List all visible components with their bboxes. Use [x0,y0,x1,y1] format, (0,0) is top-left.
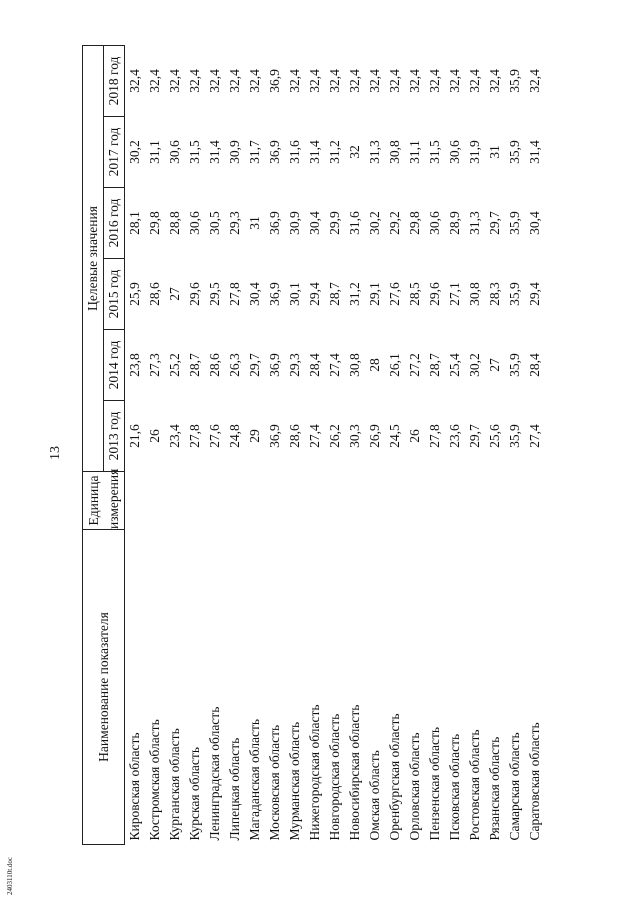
value-cell: 32,4 [187,69,202,93]
page-number: 13 [48,446,63,460]
region-name: Оренбургская область [387,713,402,841]
region-name: Новгородская область [327,713,342,841]
value-cell: 30,2 [367,211,382,235]
value-cell: 27,2 [407,353,422,377]
value-cell: 29,8 [407,211,422,235]
value-cell: 28,7 [427,353,442,377]
header-unit [83,468,125,530]
value-cell: 32,4 [347,69,362,93]
value-cell: 32,4 [367,69,382,93]
value-cell: 26 [407,429,422,443]
value-cell: 31,5 [427,140,442,164]
value-cell: 27,4 [307,424,322,448]
value-cell: 31,1 [147,140,162,164]
table-row [265,45,285,844]
value-cell: 30,2 [127,140,142,164]
value-cell: 31,9 [467,140,482,164]
value-cell: 27,1 [447,282,462,306]
table-row [225,45,245,844]
value-cell: 28,1 [127,211,142,235]
value-cell: 27,8 [187,424,202,448]
unit-cell [225,472,245,530]
table-row [125,45,146,844]
value-cell: 32,4 [527,69,542,93]
value-cell: 32,4 [227,69,242,93]
value-cell: 31,6 [347,211,362,235]
value-cell: 32,4 [447,69,462,93]
value-cell: 35,9 [507,140,522,164]
value-cell: 27,6 [387,282,402,306]
value-cell: 32,4 [387,69,402,93]
value-cell: 26,3 [227,353,242,377]
value-cell: 31,2 [347,282,362,306]
value-cell: 23,4 [167,424,182,448]
region-name: Омская область [367,750,382,841]
value-cell: 31 [487,145,502,159]
unit-cell [525,472,545,530]
value-cell: 29,8 [147,211,162,235]
value-cell: 30,2 [467,353,482,377]
unit-cell [265,472,285,530]
target-values-table [82,45,545,845]
value-cell: 28,6 [147,282,162,306]
region-name: Кировская область [127,732,142,841]
region-name: Курганская область [167,728,182,841]
region-name: Мурманская область [287,721,302,841]
header-unit-line1: Единица [85,475,101,526]
unit-cell [485,472,505,530]
unit-cell [245,472,265,530]
value-cell: 30,9 [287,211,302,235]
table-row [165,45,185,844]
value-cell: 31,4 [307,140,322,164]
header-year-2017: 2017 год [104,117,125,188]
value-cell: 36,9 [267,353,282,377]
value-cell: 36,9 [267,140,282,164]
value-cell: 28,9 [447,211,462,235]
value-cell: 32,4 [407,69,422,93]
value-cell: 28,4 [527,353,542,377]
table-row [525,45,545,844]
value-cell: 32,4 [147,69,162,93]
value-cell: 29,6 [187,282,202,306]
table-row [365,45,385,844]
table-row [425,45,445,844]
value-cell: 32,4 [287,69,302,93]
value-cell: 28,8 [167,211,182,235]
unit-cell [405,472,425,530]
value-cell: 28,6 [287,424,302,448]
value-cell: 31,7 [247,140,262,164]
value-cell: 29,5 [207,282,222,306]
table-row [325,45,345,844]
region-name: Липецкая область [227,737,242,841]
unit-cell [365,472,385,530]
header-year-2013: 2013 год [104,401,125,472]
table-row [145,45,165,844]
value-cell: 27,3 [147,353,162,377]
value-cell: 29,9 [327,211,342,235]
unit-cell [125,472,146,530]
value-cell: 24,8 [227,424,242,448]
region-name: Курская область [187,747,202,841]
table-row [485,45,505,844]
value-cell: 27,8 [427,424,442,448]
value-cell: 30,6 [447,140,462,164]
value-cell: 29,6 [427,282,442,306]
header-year-2015: 2015 год [104,259,125,330]
region-name: Нижегородская область [307,704,322,841]
region-name: Саратовская область [527,722,542,841]
region-name: Ростовская область [467,729,482,841]
value-cell: 31 [247,216,262,230]
table-body [125,45,546,844]
value-cell: 32,4 [467,69,482,93]
value-cell: 31,2 [327,140,342,164]
value-cell: 30,4 [527,211,542,235]
value-cell: 25,4 [447,353,462,377]
table-row [385,45,405,844]
region-name: Псковская область [447,733,462,841]
value-cell: 29,2 [387,211,402,235]
table-row [405,45,425,844]
unit-cell [425,472,445,530]
value-cell: 26,1 [387,353,402,377]
value-cell: 25,9 [127,282,142,306]
region-name: Орловская область [407,732,422,841]
value-cell: 32,4 [207,69,222,93]
table-row [345,45,365,844]
value-cell: 28,6 [207,353,222,377]
value-cell: 32,4 [167,69,182,93]
value-cell: 30,4 [307,211,322,235]
value-cell: 30,9 [227,140,242,164]
unit-cell [285,472,305,530]
value-cell: 28 [367,358,382,372]
value-cell: 30,8 [347,353,362,377]
unit-cell [305,472,325,530]
region-name: Магаданская область [247,718,262,841]
value-cell: 30,8 [387,140,402,164]
value-cell: 32,4 [327,69,342,93]
value-cell: 30,1 [287,282,302,306]
value-cell: 28,5 [407,282,422,306]
value-cell: 23,6 [447,424,462,448]
unit-cell [165,472,185,530]
value-cell: 30,4 [247,282,262,306]
value-cell: 21,6 [127,424,142,448]
table-row [285,45,305,844]
value-cell: 25,6 [487,424,502,448]
value-cell: 30,5 [207,211,222,235]
value-cell: 32 [347,145,362,159]
value-cell: 30,6 [187,211,202,235]
unit-cell [445,472,465,530]
header-indicator-name: Наименование показателя [83,530,125,845]
value-cell: 36,9 [267,282,282,306]
region-name: Пензенская область [427,727,442,841]
table-row [305,45,325,844]
header-year-2016: 2016 год [104,188,125,259]
value-cell: 31,3 [367,140,382,164]
value-cell: 25,2 [167,353,182,377]
value-cell: 31,5 [187,140,202,164]
table-row [445,45,465,844]
value-cell: 32,4 [487,69,502,93]
region-name: Ленинградская область [207,706,222,841]
value-cell: 35,9 [507,211,522,235]
table-row [205,45,225,844]
value-cell: 35,9 [507,69,522,93]
value-cell: 29,4 [307,282,322,306]
value-cell: 30,8 [467,282,482,306]
value-cell: 27 [487,358,502,372]
value-cell: 26,9 [367,424,382,448]
value-cell: 32,4 [307,69,322,93]
value-cell: 30,6 [167,140,182,164]
unit-cell [185,472,205,530]
value-cell: 26 [147,429,162,443]
value-cell: 31,4 [207,140,222,164]
unit-cell [205,472,225,530]
value-cell: 35,9 [507,282,522,306]
value-cell: 31,1 [407,140,422,164]
header-year-2014: 2014 год [104,330,125,401]
table-row [505,45,525,844]
value-cell: 31,6 [287,140,302,164]
value-cell: 35,9 [507,424,522,448]
value-cell: 36,9 [267,424,282,448]
value-cell: 29,7 [467,424,482,448]
unit-cell [345,472,365,530]
value-cell: 29,1 [367,282,382,306]
header-unit-line2: измерения [105,468,121,529]
value-cell: 24,5 [387,424,402,448]
value-cell: 36,9 [267,211,282,235]
value-cell: 27,8 [227,282,242,306]
value-cell: 27,4 [527,424,542,448]
value-cell: 29,4 [527,282,542,306]
region-name: Новосибирская область [347,704,362,841]
unit-cell [325,472,345,530]
value-cell: 29 [247,429,262,443]
value-cell: 29,3 [287,353,302,377]
table-row [185,45,205,844]
value-cell: 31,4 [527,140,542,164]
value-cell: 27,6 [207,424,222,448]
value-cell: 28,4 [307,353,322,377]
header-target-values: Целевые значения [83,45,104,471]
unit-cell [465,472,485,530]
value-cell: 26,2 [327,424,342,448]
value-cell: 32,4 [247,69,262,93]
value-cell: 28,3 [487,282,502,306]
value-cell: 29,3 [227,211,242,235]
unit-cell [505,472,525,530]
value-cell: 28,7 [187,353,202,377]
unit-cell [145,472,165,530]
region-name: Самарская область [507,732,522,841]
region-name: Костромская область [147,719,162,841]
value-cell: 27,4 [327,353,342,377]
value-cell: 23,8 [127,353,142,377]
region-name: Московская область [267,724,282,841]
value-cell: 27 [167,287,182,301]
value-cell: 30,6 [427,211,442,235]
value-cell: 29,7 [487,211,502,235]
value-cell: 32,4 [127,69,142,93]
header-year-2018: 2018 год [104,45,125,116]
value-cell: 35,9 [507,353,522,377]
value-cell: 30,3 [347,424,362,448]
value-cell: 36,9 [267,69,282,93]
table-row [465,45,485,844]
unit-cell [385,472,405,530]
value-cell: 31,3 [467,211,482,235]
value-cell: 29,7 [247,353,262,377]
value-cell: 28,7 [327,282,342,306]
table-row [245,45,265,844]
footer-doc-code: 2403110t.doc [6,856,14,895]
region-name: Рязанская область [487,736,502,841]
value-cell: 32,4 [427,69,442,93]
